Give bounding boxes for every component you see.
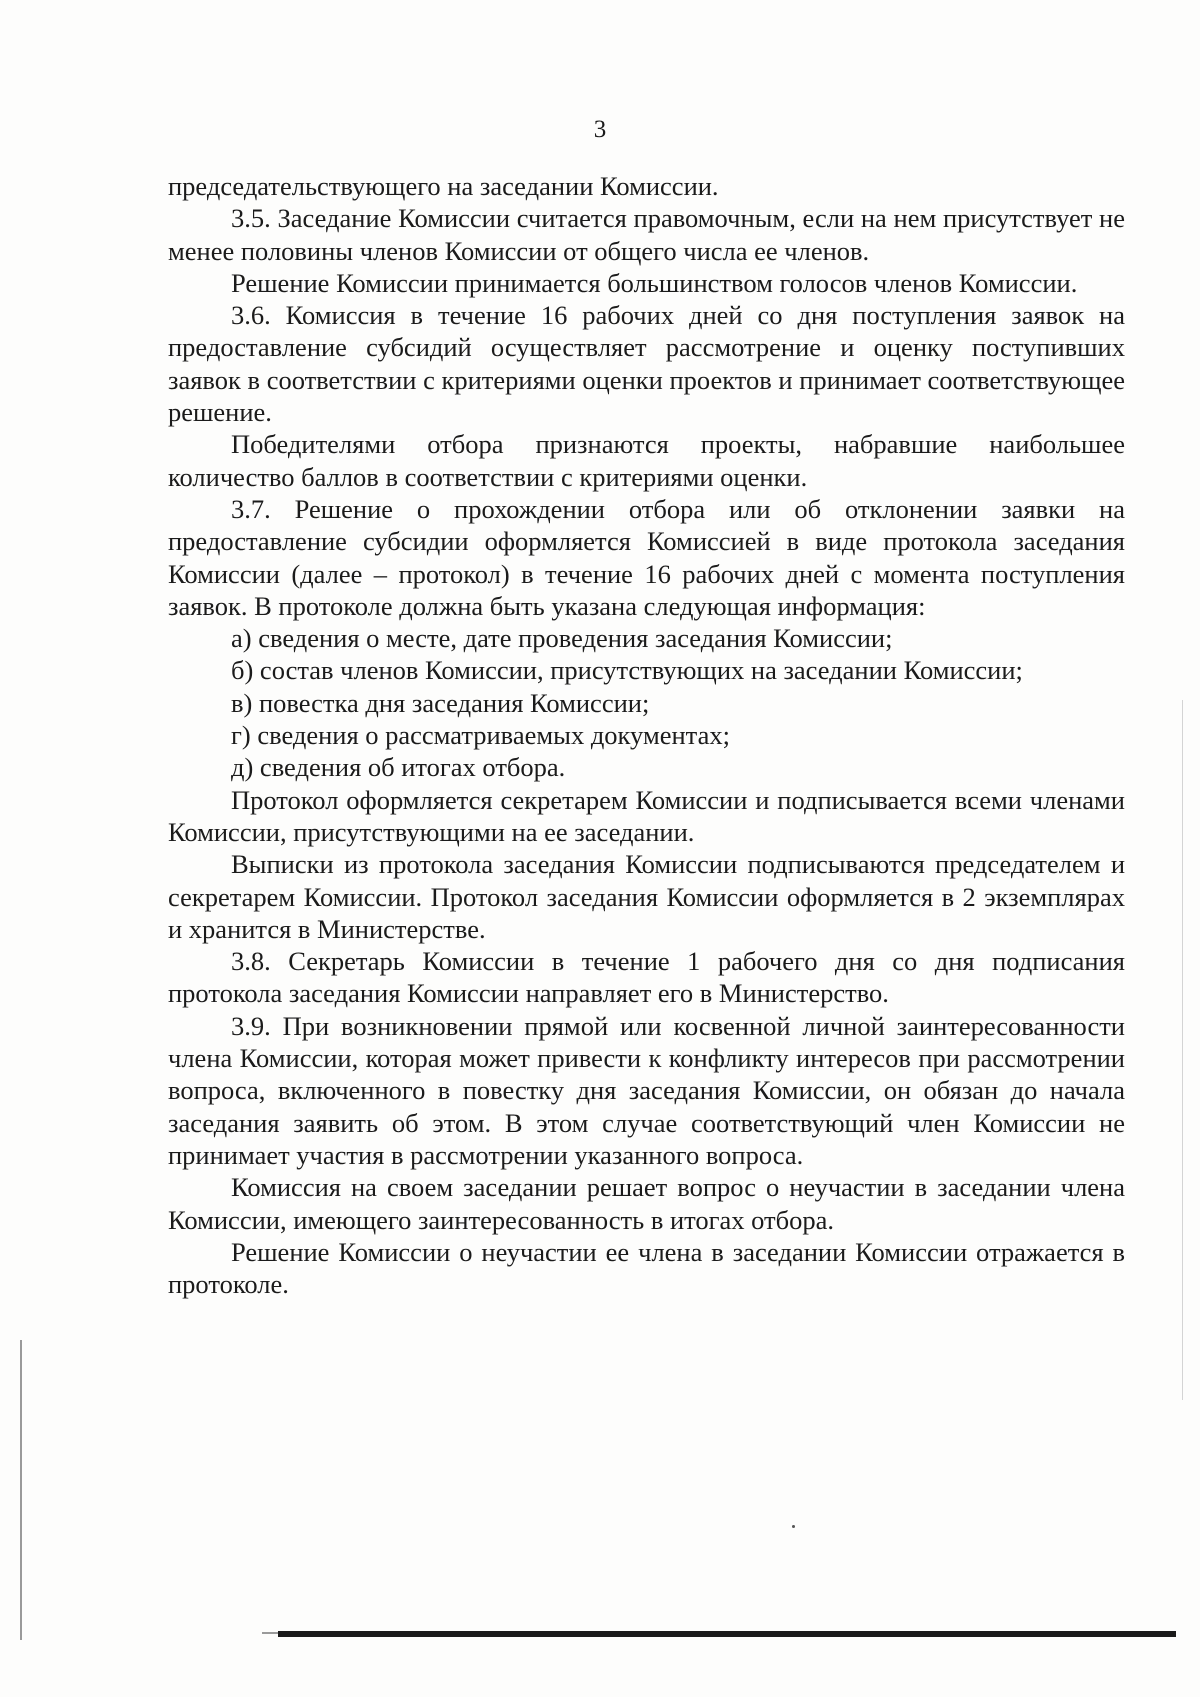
scan-edge-mark (20, 1340, 22, 1640)
paragraph-3-6: 3.6. Комиссия в течение 16 рабочих дней со дня поступления заявок на предоставление субсидий осуществляет рассмотрение и оценку поступивших заявок в соответствии с критериями оценки проектов и принимает соответствующее решение. (168, 300, 1125, 428)
paragraph-3-5: 3.5. Заседание Комиссии считается правомочным, если на нем присутствует не менее половины членов Комиссии от общего числа ее членов. (168, 203, 1125, 266)
paragraph: Комиссия на своем заседании решает вопрос о неучастии в заседании члена Комиссии, имеющего заинтересованность в итогах отбора. (168, 1172, 1125, 1235)
paragraph-3-8: 3.8. Секретарь Комиссии в течение 1 рабочего дня со дня подписания протокола заседания Комиссии направляет его в Министерство. (168, 946, 1125, 1009)
list-item: а) сведения о месте, дате проведения заседания Комиссии; (231, 623, 893, 654)
scan-edge-mark (1182, 700, 1183, 1400)
list-item: б) состав членов Комиссии, присутствующих на заседании Комиссии; (231, 655, 1023, 686)
bottom-rule (278, 1631, 1176, 1637)
list-item: д) сведения об итогах отбора. (231, 752, 566, 783)
paragraph: Выписки из протокола заседания Комиссии подписываются председателем и секретарем Комиссии. Протокол заседания Комиссии оформляется в 2 экземплярах и хранится в Министерстве. (168, 849, 1125, 944)
list-item: в) повестка дня заседания Комиссии; (231, 687, 650, 718)
paragraph: Решение Комиссии принимается большинством голосов членов Комиссии. (231, 267, 1078, 298)
page-number: 3 (593, 116, 607, 143)
paragraph: Протокол оформляется секретарем Комиссии и подписывается всеми членами Комиссии, присутствующими на ее заседании. (168, 784, 1125, 847)
paragraph-3-7: 3.7. Решение о прохождении отбора или об отклонении заявки на предоставление субсидии оформляется Комиссией в виде протокола заседания Комиссии (далее – протокол) в течение 16 рабочих дней с момента поступления заявок. В протоколе должна быть указана следующая информация: (168, 493, 1125, 621)
paragraph-3-9: 3.9. При возникновении прямой или косвенной личной заинтересованности члена Комиссии, которая может привести к конфликту интересов при рассмотрении вопроса, включенного в повестку дня заседания Комиссии, он обязан до начала заседания заявить об этом. В этом случае соответствующий член Комиссии не принимает участия в рассмотрении указанного вопроса. (168, 1010, 1125, 1170)
paragraph: Решение Комиссии о неучастии ее члена в заседании Комиссии отражается в протоколе. (168, 1236, 1125, 1300)
scan-speck (792, 1525, 795, 1528)
paragraph: Победителями отбора признаются проекты, набравшие наибольшее количество баллов в соответствии с критериями оценки. (168, 429, 1125, 492)
paragraph: председательствующего на заседании Комиссии. (168, 171, 719, 201)
list-item: г) сведения о рассматриваемых документах; (231, 720, 730, 751)
document-body (168, 170, 1125, 1300)
